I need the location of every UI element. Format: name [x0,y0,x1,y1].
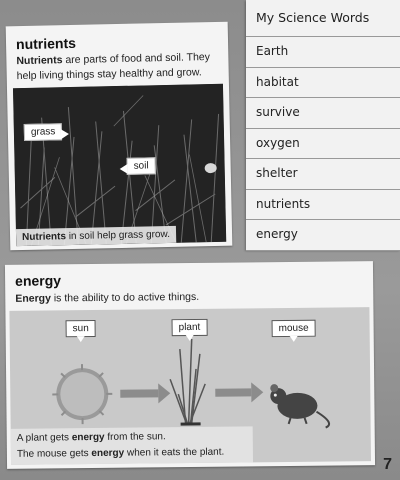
energy-definition [15,288,355,307]
energy-term: Energy [15,292,51,305]
soil-tag: soil [126,157,155,175]
caption2-post: when it eats the plant. [124,446,225,459]
page-number: 7 [383,456,392,473]
energy-caption-line-2 [17,444,247,462]
energy-caption [11,426,253,465]
word-energy: energy [246,220,400,251]
nutrients-caption [16,226,176,246]
plant-label: plant [172,319,208,336]
caption1-pre: A plant gets [16,432,72,444]
word-shelter: shelter [246,159,400,190]
sun-icon [52,364,113,425]
caption2-bold: energy [91,447,125,460]
energy-title: energy [15,272,62,289]
mouse-icon [270,384,329,429]
word-list-heading: My Science Words [246,0,400,37]
word-nutrients: nutrients [246,190,400,221]
arrow-plant-to-mouse-icon [215,382,263,403]
nutrients-definition-text: are parts of food and soil. They help living things stay healthy and grow. [16,51,211,83]
food-chain-illustration [9,307,371,465]
caption1-bold: energy [71,431,105,444]
energy-definition-text: is the ability to do active things. [50,290,200,305]
word-oxygen: oxygen [246,129,400,160]
nutrients-term: Nutrients [16,54,63,68]
energy-card [5,261,375,469]
caption-text: in soil help grass grow. [65,228,171,243]
arrow-sun-to-plant-icon [120,383,170,404]
caption-term: Nutrients [21,231,67,244]
sun-label: sun [66,320,96,337]
word-earth: Earth [246,37,400,68]
word-habitat: habitat [246,68,400,99]
nutrients-definition [16,50,222,84]
science-words-list [246,0,400,250]
grass-soil-photo [13,84,226,246]
word-survive: survive [246,98,400,129]
nutrients-card [6,22,233,251]
caption1-post: from the sun. [104,431,166,443]
mouse-label: mouse [272,320,316,337]
nutrients-title: nutrients [15,34,77,53]
plant-icon [170,339,206,424]
grass-tag: grass [24,123,63,141]
caption2-pre: The mouse gets [16,448,92,460]
